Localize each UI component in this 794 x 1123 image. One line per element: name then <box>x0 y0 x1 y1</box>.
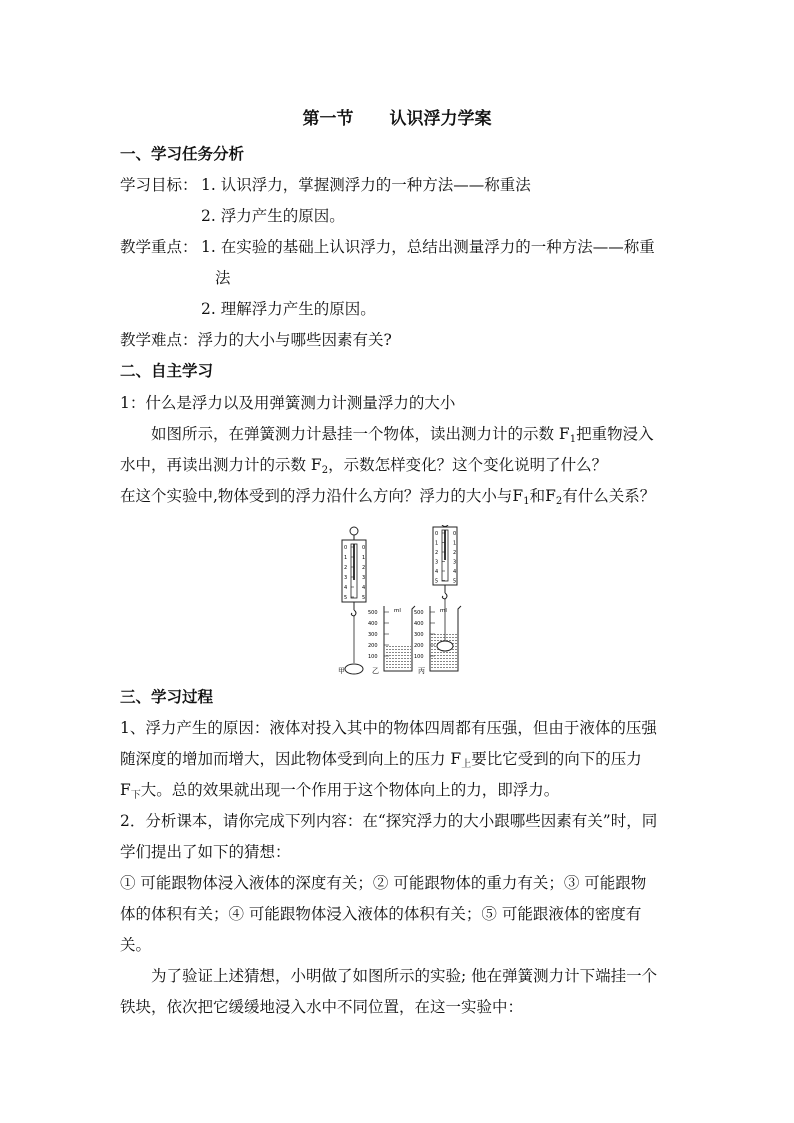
paragraph-line: 为了验证上述猜想，小明做了如图所示的实验; 他在弹簧测力计下端挂一个 <box>151 967 658 985</box>
scale-label: 3 <box>435 559 439 566</box>
scale-label: 5 <box>362 595 366 601</box>
paragraph-line: 1、浮力产生的原因：液体对投入其中的物体四周都有压强，但由于液体的压强 <box>120 719 657 737</box>
scale-label: 1 <box>362 555 366 561</box>
paragraph-line: 体的体积有关；④ 可能跟物体浸入液体的体积有关；⑤ 可能跟液体的密度有 <box>120 905 642 923</box>
scale-label: 2 <box>344 565 348 571</box>
beaker-label: 500 <box>368 610 378 616</box>
text-run: ，示数怎样变化？这个变化说明了什么？ <box>328 456 608 474</box>
goal-item-1: 1. 认识浮力，掌握测浮力的一种方法——称重法 <box>201 176 531 194</box>
section3-heading: 三、学习过程 <box>120 688 214 706</box>
beaker-label: 100 <box>368 654 378 660</box>
key-item-2: 2. 理解浮力产生的原因。 <box>201 300 376 318</box>
paragraph-line: 铁块，依次把它缓缓地浸入水中不同位置，在这一实验中： <box>120 998 524 1016</box>
paragraph-line <box>120 749 642 769</box>
scale-label: 4 <box>453 569 457 575</box>
paragraph-line <box>120 486 655 506</box>
scale-label: 4 <box>435 569 439 575</box>
subscript: 下 <box>130 790 141 801</box>
beaker-label: 200 <box>368 643 378 649</box>
label-jia: 甲 <box>338 667 345 675</box>
difficulty-line: 教学难点：浮力的大小与哪些因素有关? <box>120 331 392 349</box>
text-run: 如图所示，在弹簧测力计悬挂一个物体，读出测力计的示数 F <box>151 425 570 443</box>
paragraph-line: 学们提出了如下的猜想： <box>120 843 291 861</box>
text-run: 有什么关系？ <box>562 487 656 505</box>
scale-label: 2 <box>453 550 457 556</box>
goal-label: 学习目标： <box>120 176 198 194</box>
beaker-label: 100 <box>414 654 424 660</box>
beaker-label: 400 <box>368 621 378 627</box>
beaker-label: 300 <box>368 632 378 638</box>
submerged-object <box>437 641 453 651</box>
text-run: 和F <box>529 487 556 505</box>
label-bing: 丙 <box>418 667 425 675</box>
scale-label: 2 <box>362 565 366 571</box>
scale-label: 5 <box>453 578 457 585</box>
text-run: 把重物浸入 <box>576 425 654 443</box>
scale-label: 2 <box>435 550 439 556</box>
paragraph-line <box>120 780 559 800</box>
title-topic: 认识浮力学案 <box>389 109 492 129</box>
scale-label: 1 <box>435 540 439 547</box>
paragraph-line <box>120 455 607 475</box>
page-title <box>0 104 794 129</box>
scale-label: 3 <box>362 575 366 581</box>
section2-heading: 二、自主学习 <box>120 362 214 380</box>
beaker-label: 200 <box>414 643 424 649</box>
section1-heading: 一、学习任务分析 <box>120 145 245 163</box>
beaker-unit-bing: ml <box>440 608 447 614</box>
scale-label: 0 <box>435 531 439 537</box>
scale-label: 0 <box>453 531 457 537</box>
key-item-1-cont: 法 <box>215 269 231 287</box>
scale-label: 3 <box>453 559 457 566</box>
spring-scale-right <box>433 525 457 641</box>
paragraph-line: 2．分析课本，请你完成下列内容：在“探究浮力的大小跟哪些因素有关”时，同 <box>120 812 658 830</box>
scale-label: 1 <box>344 555 348 561</box>
subscript: 1 <box>569 434 577 445</box>
scale-label: 0 <box>344 545 348 551</box>
text-run: 随深度的增加而增大，因此物体受到向上的压力 F <box>120 750 462 768</box>
beaker-label: 500 <box>414 610 424 616</box>
beaker-unit-yi: ml <box>394 608 401 614</box>
text-run: F <box>120 781 131 799</box>
question-1: 1：什么是浮力以及用弹簧测力计测量浮力的大小 <box>120 394 456 412</box>
text-run: 大。总的效果就出现一个作用于这个物体向上的力，即浮力。 <box>140 781 560 799</box>
spring-scale-left <box>342 527 366 674</box>
scale-label: 3 <box>344 575 348 581</box>
scale-label: 4 <box>362 585 366 591</box>
scale-label: 1 <box>453 540 457 547</box>
paragraph-line: 关。 <box>120 936 152 954</box>
spring-scale-figure <box>338 525 470 677</box>
title-section-number: 第一节 <box>302 109 354 129</box>
beaker-bing <box>414 606 461 671</box>
paragraph-line <box>151 424 654 444</box>
key-item-1: 1. 在实验的基础上认识浮力，总结出测量浮力的一种方法——称重 <box>201 238 655 256</box>
paragraph-line: ① 可能跟物体浸入液体的深度有关；② 可能跟物体的重力有关；③ 可能跟物 <box>120 874 647 892</box>
scale-label: 5 <box>344 595 348 601</box>
label-yi: 乙 <box>372 667 379 675</box>
subscript: 2 <box>321 465 329 476</box>
scale-label: 4 <box>344 585 348 591</box>
subscript: 1 <box>523 496 530 507</box>
scale-label: 5 <box>435 578 439 585</box>
text-run: 要比它受到的向下的压力 <box>471 750 642 768</box>
subscript: 上 <box>461 759 472 770</box>
beaker-label: 400 <box>414 621 424 627</box>
key-label: 教学重点： <box>120 238 198 256</box>
text-run: 在这个实验中,物体受到的浮力沿什么方向？浮力的大小与F <box>120 487 524 505</box>
scale-label: 0 <box>362 545 366 551</box>
subscript: 2 <box>555 496 563 507</box>
goal-item-2: 2. 浮力产生的原因。 <box>201 207 345 225</box>
text-run: 水中，再读出测力计的示数 F <box>120 456 322 474</box>
beaker-label: 300 <box>414 632 424 638</box>
beaker-yi <box>368 606 415 671</box>
